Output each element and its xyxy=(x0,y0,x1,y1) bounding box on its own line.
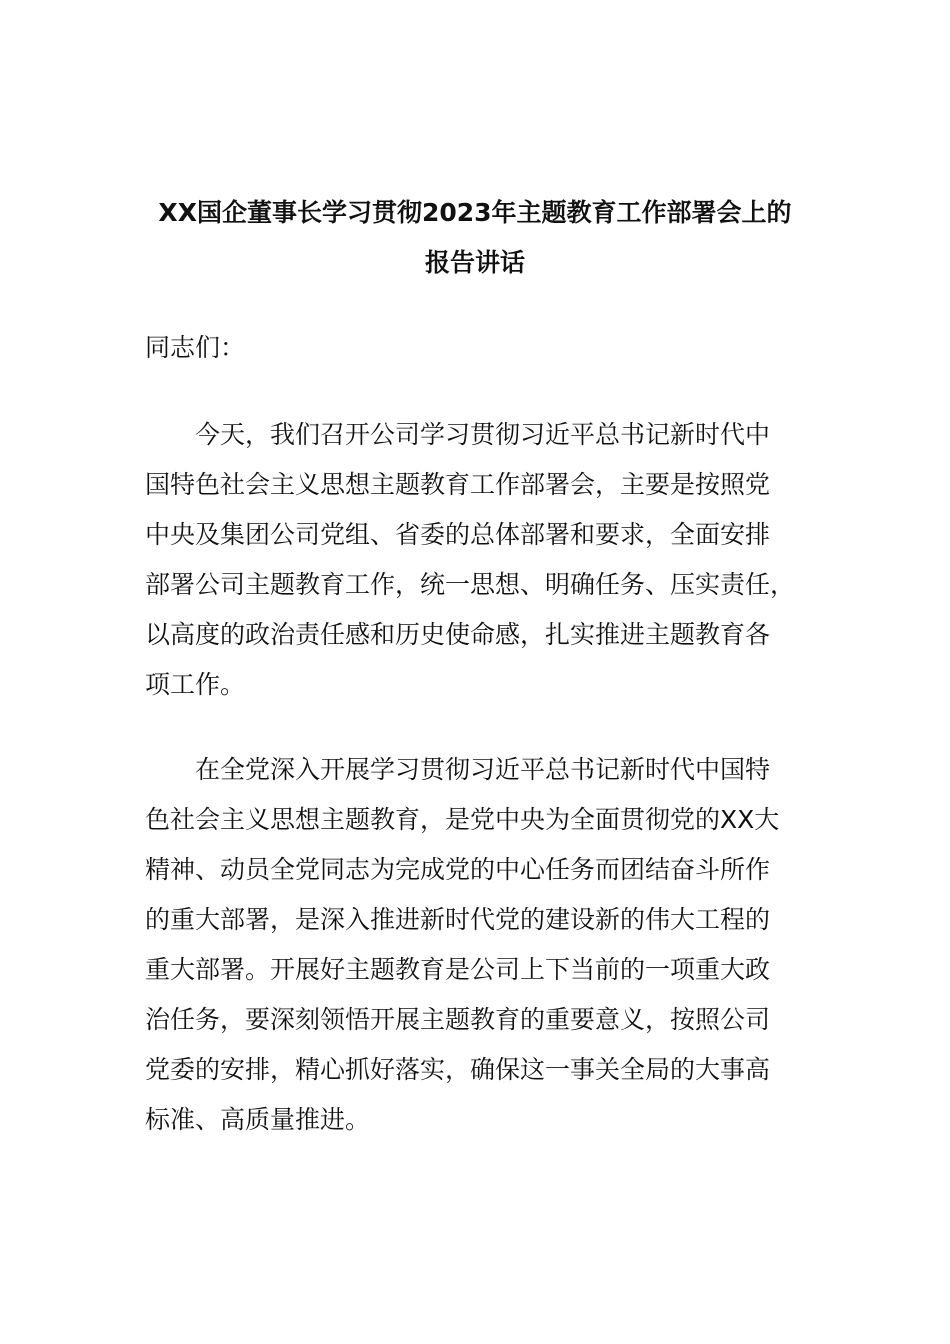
document-title-line-1: XX国企董事长学习贯彻2023年主题教育工作部署会上的 xyxy=(158,198,792,227)
paragraph-line: 中央及集团公司党组、省委的总体部署和要求，全面安排 xyxy=(145,520,771,549)
document-title-line-2: 报告讲话 xyxy=(424,248,525,277)
paragraph-line: 国特色社会主义思想主题教育工作部署会，主要是按照党 xyxy=(145,470,771,499)
paragraph-line: 色社会主义思想主题教育，是党中央为全面贯彻党的XX大 xyxy=(145,805,780,834)
paragraph-line: 在全党深入开展学习贯彻习近平总书记新时代中国特 xyxy=(145,755,771,784)
paragraph-line: 以高度的政治责任感和历史使命感，扎实推进主题教育各 xyxy=(145,620,771,649)
paragraph-line: 的重大部署，是深入推进新时代党的建设新的伟大工程的 xyxy=(145,905,771,934)
paragraph-line: 精神、动员全党同志为完成党的中心任务而团结奋斗所作 xyxy=(145,855,771,884)
paragraph-line: 党委的安排，精心抓好落实，确保这一事关全局的大事高 xyxy=(145,1055,771,1084)
paragraph-line: 重大部署。开展好主题教育是公司上下当前的一项重大政 xyxy=(145,955,771,984)
salutation: 同志们： xyxy=(145,333,246,362)
paragraph-line: 部署公司主题教育工作，统一思想、明确任务、压实责任， xyxy=(145,570,796,599)
paragraph-line: 标准、高质量推进。 xyxy=(145,1105,371,1134)
paragraph-line: 今天，我们召开公司学习贯彻习近平总书记新时代中 xyxy=(145,420,771,449)
paragraph-line: 治任务，要深刻领悟开展主题教育的重要意义，按照公司 xyxy=(145,1005,771,1034)
paragraph-line: 项工作。 xyxy=(145,670,246,699)
